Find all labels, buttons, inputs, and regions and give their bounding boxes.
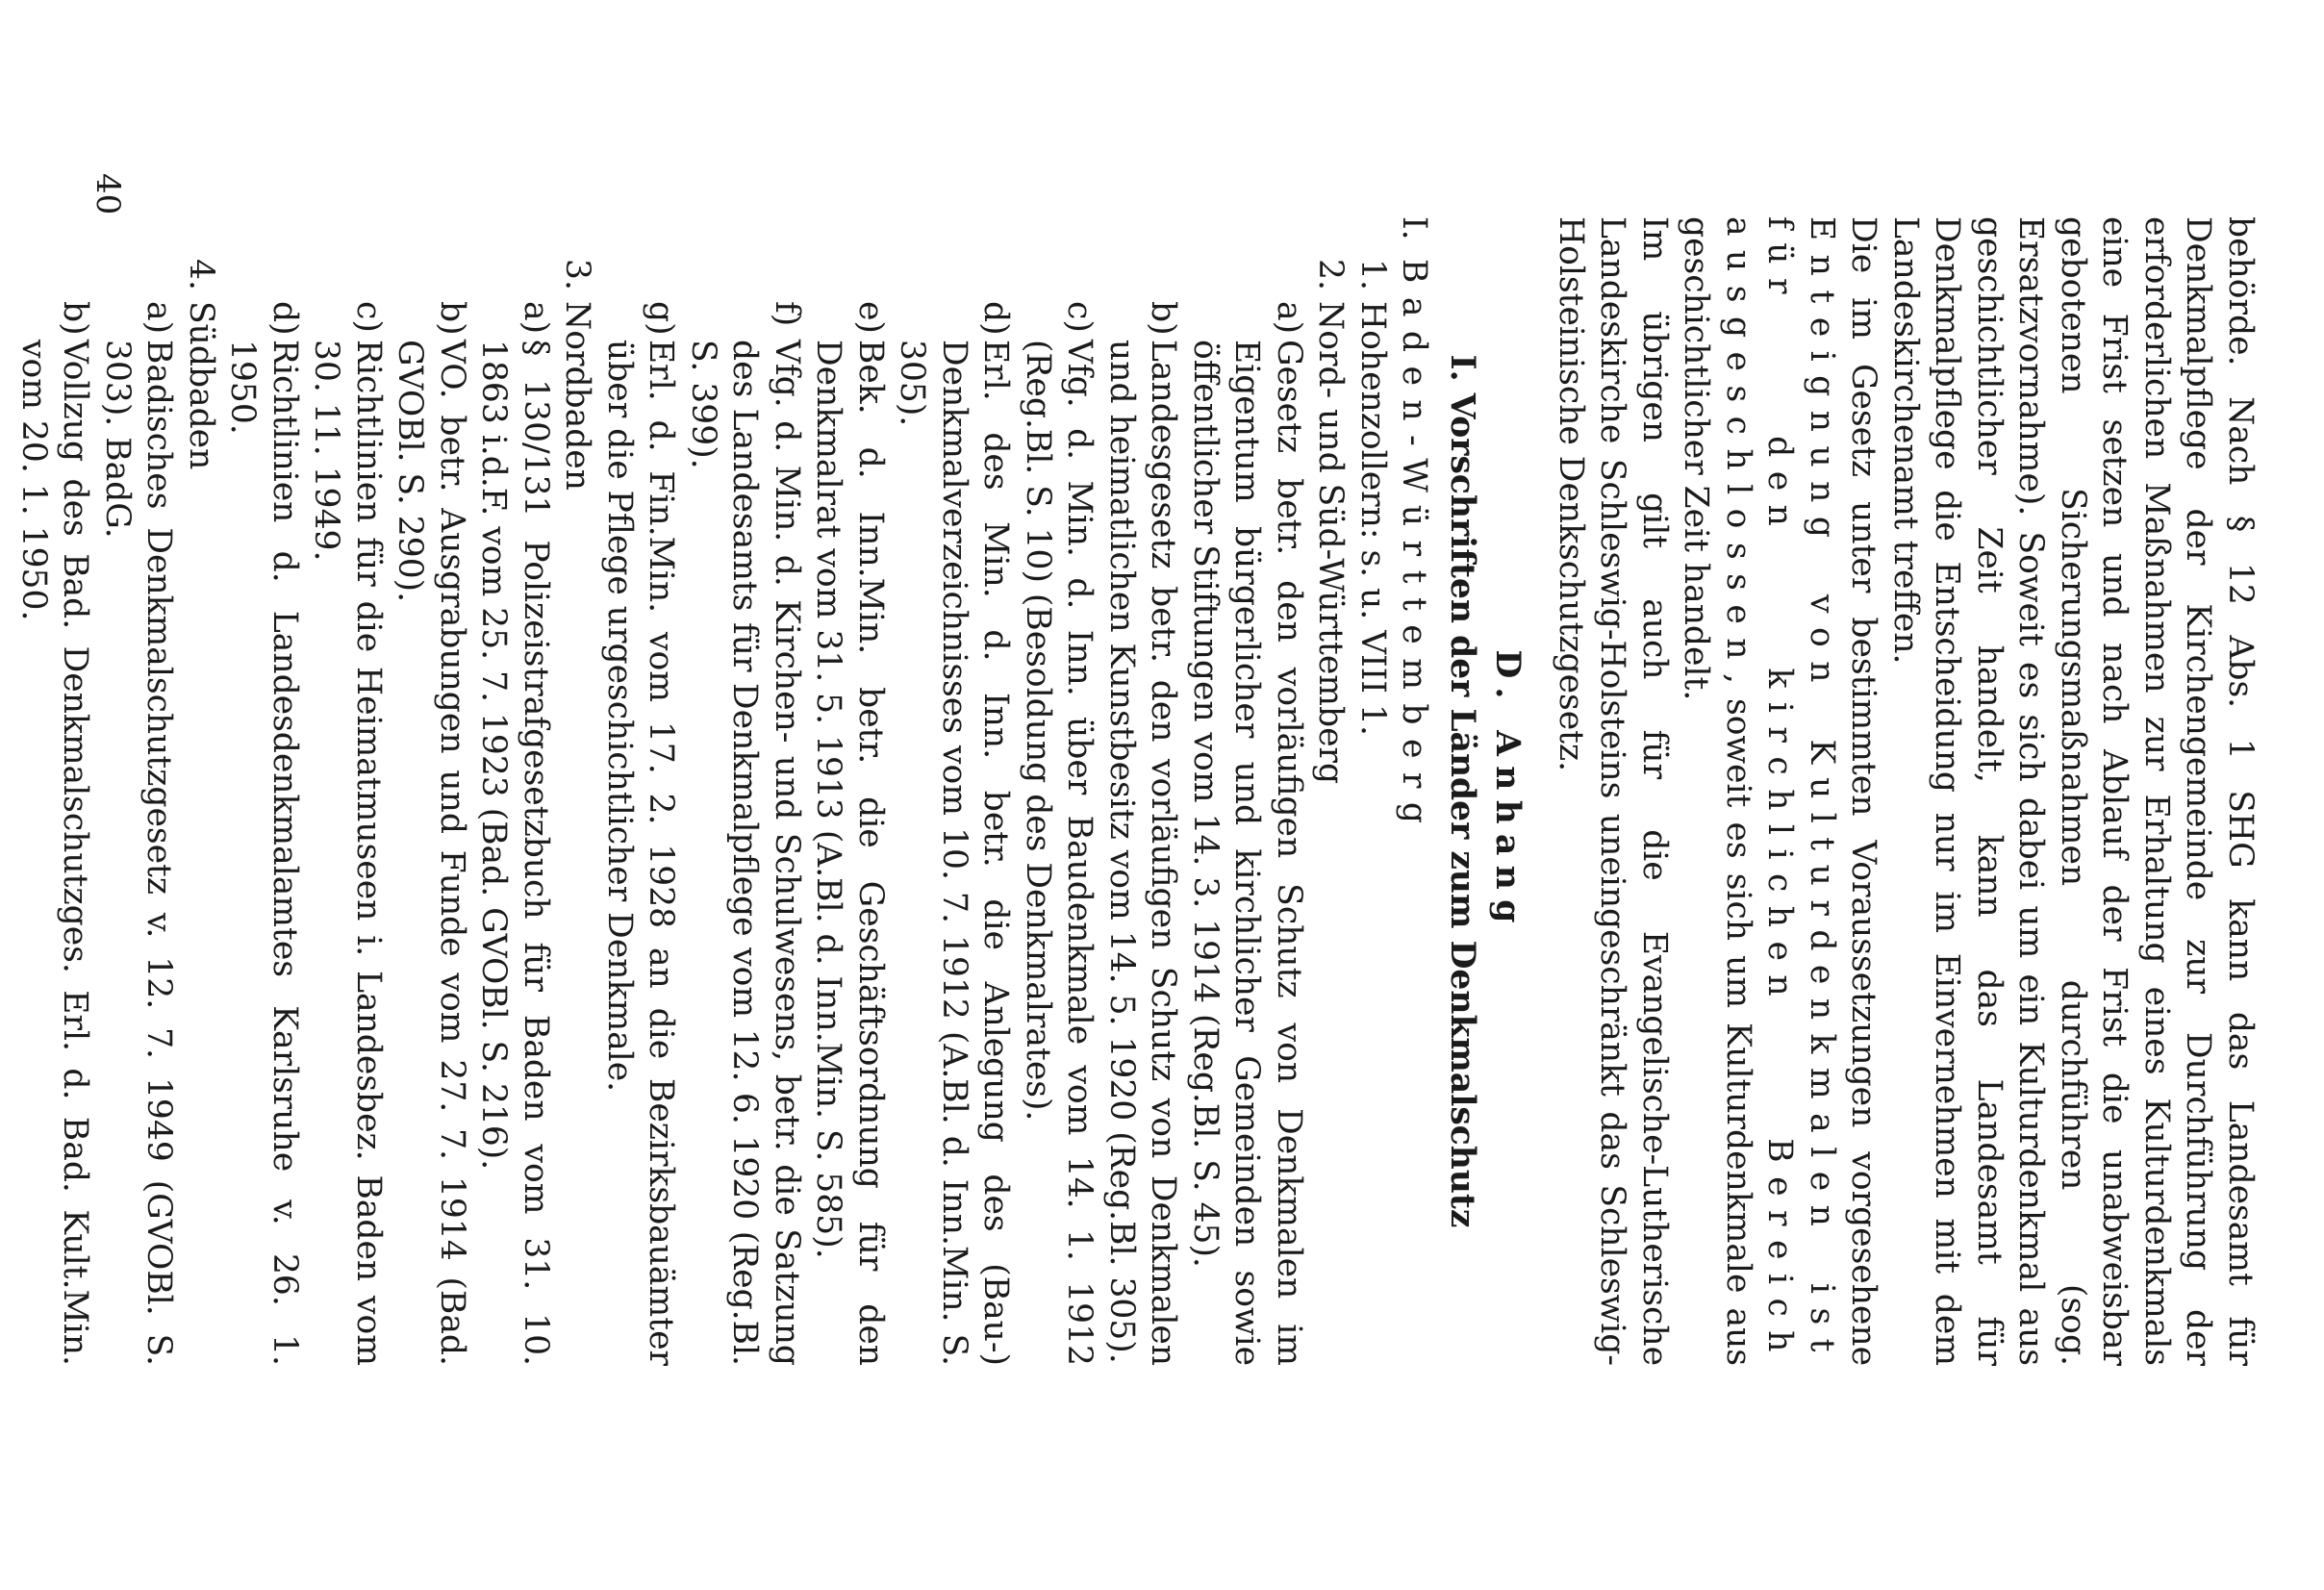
list-item-text: Nord- und Süd-Württemberg	[1311, 301, 1351, 785]
list-item-number: c)	[1060, 301, 1099, 333]
list-item	[221, 301, 305, 1366]
list-item	[180, 259, 222, 1366]
list-item-number: d)	[265, 301, 304, 336]
list-item-text: Nordbaden	[558, 301, 597, 491]
list-item	[1393, 216, 1435, 1366]
list-item-text: Richtlinien für die Heimatmuseen i. Landesbez. Baden vom 30. 11. 1949.	[307, 340, 388, 1366]
list-item	[1351, 259, 1394, 1366]
list-item	[1309, 259, 1351, 1366]
page-number: 40	[88, 173, 127, 215]
list-item-text: Vfg. d. Min. d. Inn. über Baudenkmale vom 14. 1. 1912 (Reg.Bl. S. 10) (Besoldung des Denkmalrates).	[1019, 340, 1099, 1366]
list-item-text: Landesgesetz betr. den vorläufigen Schutz von Denkmalen und heimatlichen Kunstbesitz vom 14. 5. 1920 (Reg.Bl. 305).	[1102, 340, 1183, 1366]
list-item-number: c)	[349, 301, 388, 333]
intro-paragraph-3: Im übrigen gilt auch für die Evangelische-Lutherische Landeskirche Schleswig-Holsteins uneingeschränkt das Schleswig-Holsteinische Denkschutzgesetz.	[1552, 216, 1674, 1366]
intro-paragraph-2	[1675, 216, 1884, 1366]
list-item	[807, 301, 891, 1366]
list-item-text: Bek. d. Inn.Min. betr. die Geschäftsordnung für den Denkmalrat vom 31. 5. 1913 (A.Bl. d. Inn.Min. S. 585).	[809, 340, 890, 1366]
list-item-text: Richtlinien d. Landesdenkmalamtes Karlsruhe v. 26. 1. 1950.	[223, 340, 304, 1366]
list-item-number: I.	[1395, 216, 1434, 240]
list-item-number: 2.	[1311, 259, 1351, 290]
list-item-text: Südbaden	[182, 301, 220, 470]
list-item	[1017, 301, 1100, 1366]
rotated-text-block	[14, 216, 2261, 1428]
list-item-text: § 130/131 Polizeistrafgesetzbuch für Baden vom 31. 10. 1863 i.d.F. vom 25. 7. 1923 (Bad. GVOBl. S. 216).	[474, 340, 555, 1366]
list-item-number: a)	[139, 301, 179, 335]
list-item-number: e)	[851, 301, 890, 334]
list-item	[1184, 301, 1310, 1366]
list-item-text: VO. betr. Ausgrabungen und Funde vom 27. 7. 1914 (Bad. GVOBl. S. 290).	[391, 340, 471, 1366]
list-item-text: Vfg. d. Min. d. Kirchen- und Schulwesens, betr. die Satzung des Landesamts für Denkmalpflege vom 12. 6. 1920 (Reg.Bl. S. 399).	[684, 340, 806, 1366]
list-item	[96, 301, 180, 1366]
intro-paragraph-2-end: , soweit es sich um Kulturdenkmale aus geschichtlicher Zeit handelt.	[1677, 216, 1757, 1366]
list-item-text: Hohenzollern: s. u. VIII 1.	[1353, 301, 1392, 736]
list-item-text: Gesetz betr. den vorläufigen Schutz von Denkmalen im Eigentum bürgerlicher und kirchlicher Gemeinden sowie öffentlicher Stiftungen vom 14. 3. 1914 (Reg.Bl. S. 45).	[1186, 340, 1308, 1366]
list-item	[389, 301, 472, 1366]
list-item	[472, 301, 556, 1366]
list-item	[1100, 301, 1184, 1366]
list-item-number: a)	[517, 301, 555, 335]
list-item	[13, 301, 96, 1366]
list-item	[305, 301, 389, 1366]
intro-paragraph-2-emphasis: Enteignung von Kulturdenkmalen ist für den kirchlichen Bereich ausgeschlossen	[1719, 216, 1841, 1366]
list-item-text: Badisches Denkmalschutzgesetz v. 12. 7. 1949 (GVOBl. S. 303). BadG.	[98, 340, 179, 1366]
list-item-text: Erl. des Min. d. Inn. betr. die Anlegung des (Bau-) Denkmalverzeichnisses vom 10. 7. 1912 (A.Bl. d. Inn.Min. S. 305).	[893, 340, 1016, 1366]
section-subheading: I. Vorschriften der Länder zum Denkmalschutz	[1443, 354, 1481, 1228]
list-item-number: 3.	[558, 259, 597, 290]
list-item	[598, 301, 682, 1366]
intro-paragraph-1: behörde. Nach § 12 Abs. 1 SHG kann das Landesamt für Denkmalpflege der Kirchengemeinde zur Durchführung der erforderlichen Maßnahmen zur Erhaltung eines Kulturdenkmals eine Frist setzen und nach Ablauf der Frist die unabweisbar gebotenen Sicherungsmaßnahmen durchführen (sog. Ersatzvornahme). Soweit es sich dabei um ein Kulturdenkmal aus geschichtlicher Zeit handelt, kann das Landesamt für Denkmalpflege die Entscheidung nur im Einvernehmen mit dem Landeskirchenamt treffen.	[1886, 216, 2260, 1366]
list-item-number: 1.	[1353, 259, 1392, 290]
list-item	[682, 301, 808, 1366]
list-item-text: Erl. d. Fin.Min. vom 17. 2. 1928 an die Bezirksbauämter über die Pflege urgeschichtlicher Denkmale.	[600, 340, 681, 1366]
list-item-number: g)	[642, 301, 681, 336]
list-item-number: 4.	[182, 259, 220, 290]
list-item-number: a)	[1270, 301, 1308, 335]
list-item-number: d)	[976, 301, 1016, 336]
list-item	[891, 301, 1017, 1366]
list-item	[556, 259, 598, 1366]
list-item-number: b)	[56, 301, 95, 336]
section-heading: D. Anhang	[1488, 649, 1528, 933]
text-column	[13, 216, 2261, 1366]
list-item-number: b)	[1144, 301, 1183, 336]
list-item-text: Baden-Württemberg	[1395, 259, 1434, 838]
list-item-number: f)	[768, 301, 806, 327]
regulation-list	[13, 216, 1435, 1366]
list-item-text: Vollzug des Bad. Denkmalschutzges. Erl. d. Bad. Kult.Min. vom 20. 1. 1950.	[14, 340, 95, 1366]
list-item-number: b)	[433, 301, 471, 336]
intro-paragraph-2-start: Die im Gesetz unter bestimmten Voraussetzungen vorgesehene	[1844, 216, 1883, 1366]
